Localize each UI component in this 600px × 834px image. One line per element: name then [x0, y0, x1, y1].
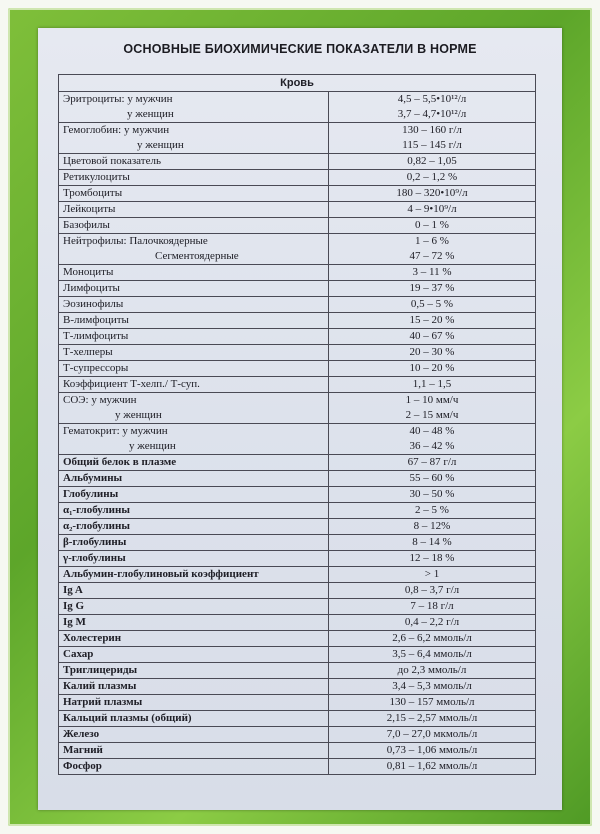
table-row: Сахар 3,5 – 6,4 ммоль/л [59, 647, 536, 663]
table-row: Глобулины 30 – 50 % [59, 487, 536, 503]
row-label: Эритроциты: у мужчин у женщин [59, 92, 329, 123]
table-row: Общий белок в плазме 67 – 87 г/л [59, 455, 536, 471]
document-page [38, 28, 562, 810]
table-row: В-лимфоциты 15 – 20 % [59, 313, 536, 329]
table-row: Лейкоциты 4 – 9•10⁹/л [59, 202, 536, 218]
table-row: Нейтрофилы: Палочкоядерные Сегментоядерные 1 – 6 % 47 – 72 % [59, 234, 536, 265]
table-row: Железо 7,0 – 27,0 мкмоль/л [59, 727, 536, 743]
table-row: Ретикулоциты 0,2 – 1,2 % [59, 170, 536, 186]
table-row: Натрий плазмы 130 – 157 ммоль/л [59, 695, 536, 711]
table-row: Гемоглобин: у мужчин у женщин 130 – 160 г/л 115 – 145 г/л [59, 123, 536, 154]
table-row: Тромбоциты 180 – 320•10⁹/л [59, 186, 536, 202]
table-row: Т-хелперы 20 – 30 % [59, 345, 536, 361]
table-row: Триглицериды до 2,3 ммоль/л [59, 663, 536, 679]
table-row: α₂-глобулины 8 – 12% [59, 519, 536, 535]
table-row: β-глобулины 8 – 14 % [59, 535, 536, 551]
table-row: Моноциты 3 – 11 % [59, 265, 536, 281]
table-row: Базофилы 0 – 1 % [59, 218, 536, 234]
table-row [59, 92, 536, 123]
table-row: Альбумин-глобулиновый коэффициент > 1 [59, 567, 536, 583]
table-row: Т-супрессоры 10 – 20 % [59, 361, 536, 377]
table-row: Холестерин 2,6 – 6,2 ммоль/л [59, 631, 536, 647]
table-row: Альбумины 55 – 60 % [59, 471, 536, 487]
table-row: Гематокрит: у мужчин у женщин 40 – 48 % 36 – 42 % [59, 424, 536, 455]
table-row: Ig A 0,8 – 3,7 г/л [59, 583, 536, 599]
table-row: Коэффициент Т-хелп./ Т-суп. 1,1 – 1,5 [59, 377, 536, 393]
reference-table [58, 74, 536, 775]
table-row: Эозинофилы 0,5 – 5 % [59, 297, 536, 313]
table-row: СОЭ: у мужчин у женщин 1 – 10 мм/ч 2 – 15 мм/ч [59, 393, 536, 424]
table-row: Фосфор 0,81 – 1,62 ммоль/л [59, 759, 536, 775]
table-row: Лимфоциты 19 – 37 % [59, 281, 536, 297]
table-row: α₁-глобулины 2 – 5 % [59, 503, 536, 519]
table-row: Калий плазмы 3,4 – 5,3 ммоль/л [59, 679, 536, 695]
page-title: ОСНОВНЫЕ БИОХИМИЧЕСКИЕ ПОКАЗАТЕЛИ В НОРМЕ [123, 42, 477, 56]
table-row: Ig G 7 – 18 г/л [59, 599, 536, 615]
table-row: Кальций плазмы (общий) 2,15 – 2,57 ммоль/л [59, 711, 536, 727]
table-row: Ig M 0,4 – 2,2 г/л [59, 615, 536, 631]
table-row: Т-лимфоциты 40 – 67 % [59, 329, 536, 345]
section-header: Кровь [59, 75, 536, 92]
row-value: 4,5 – 5,5•10¹²/л 3,7 – 4,7•10¹²/л [329, 92, 536, 123]
table-row: Цветовой показатель 0,82 – 1,05 [59, 154, 536, 170]
table-row: γ-глобулины 12 – 18 % [59, 551, 536, 567]
table-row: Магний 0,73 – 1,06 ммоль/л [59, 743, 536, 759]
table-header-row [59, 75, 536, 92]
